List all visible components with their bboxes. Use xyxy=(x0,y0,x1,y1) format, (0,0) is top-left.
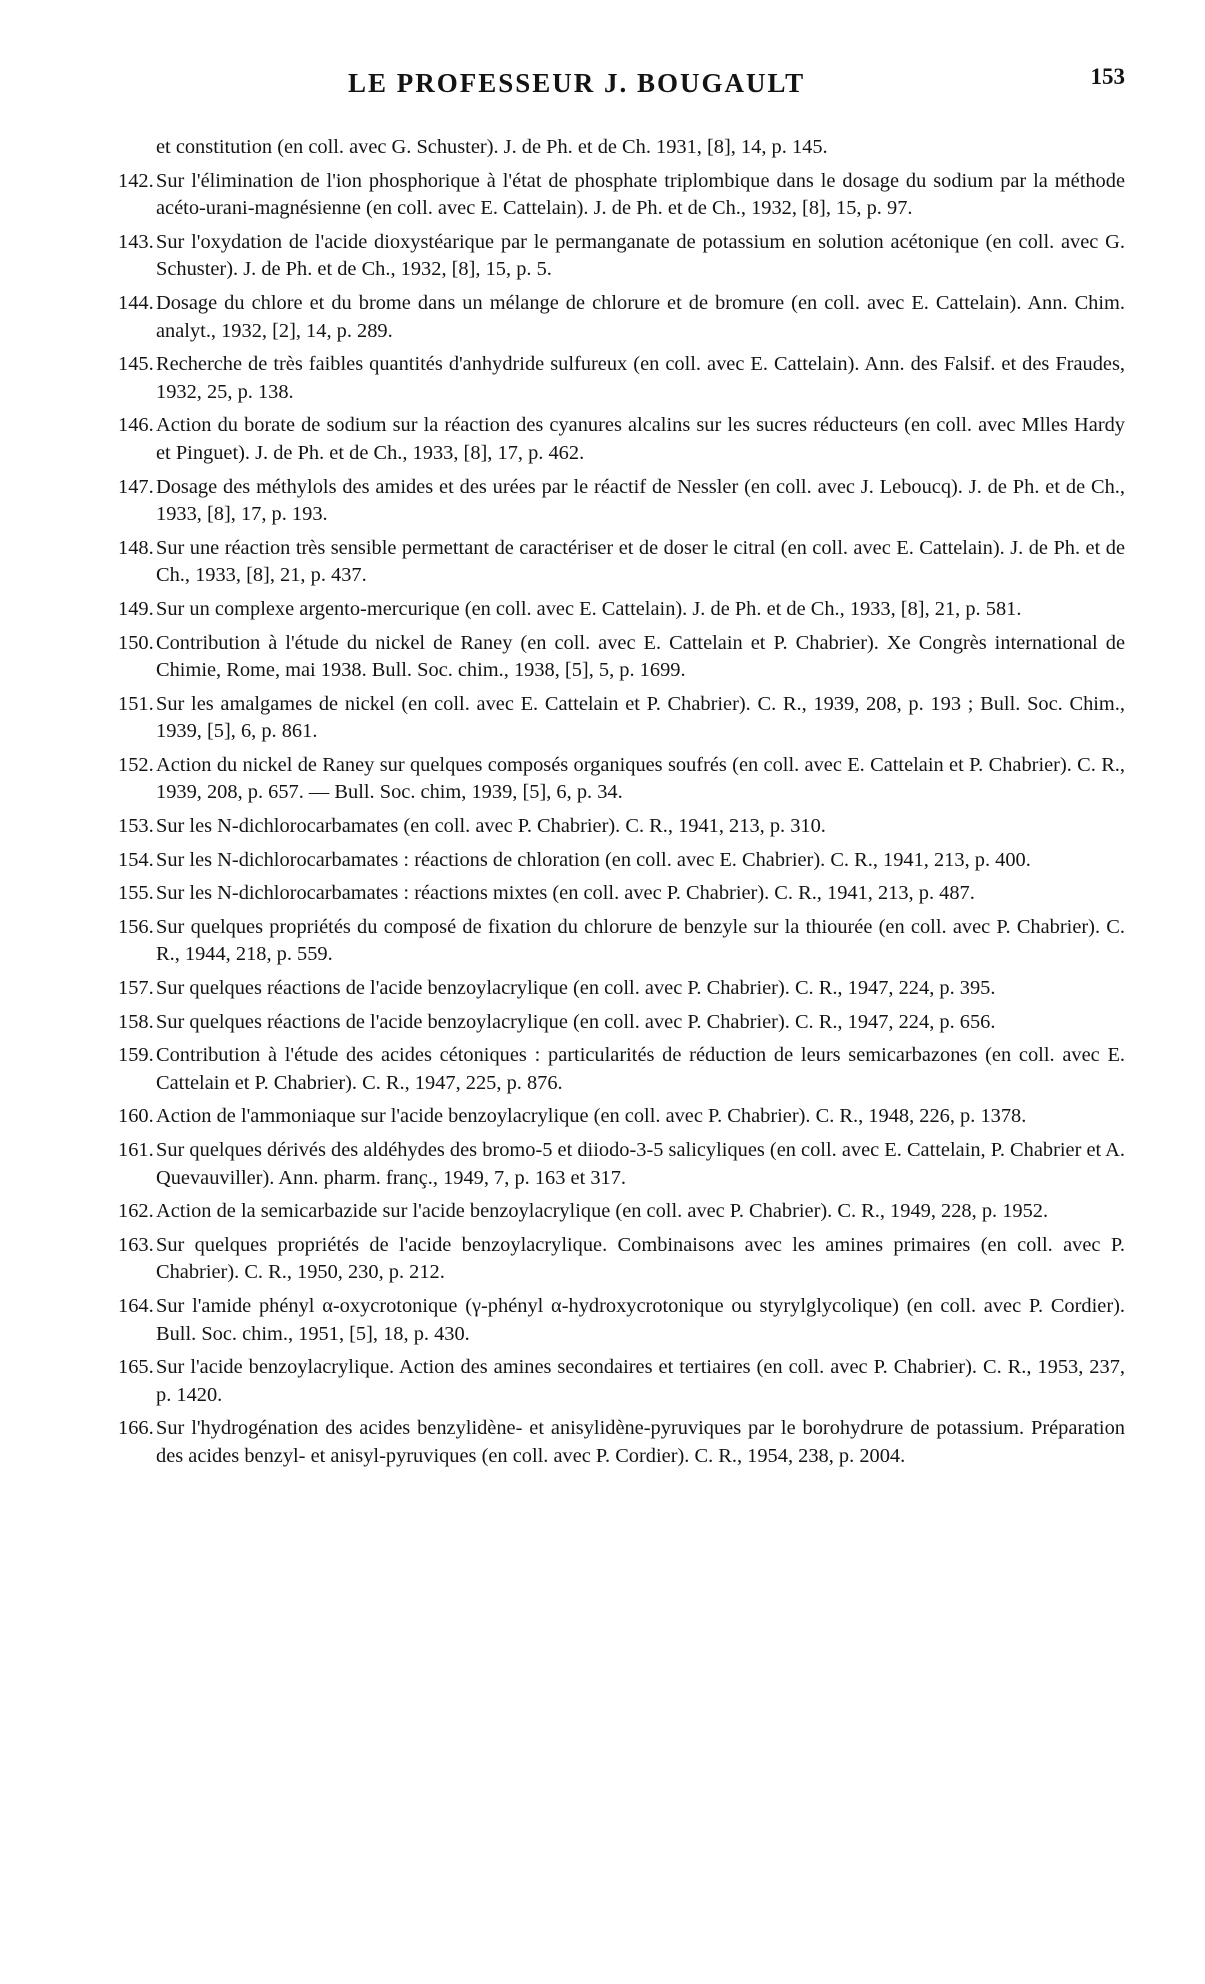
entry-text: Sur quelques dérivés des aldéhydes des bromo-5 et diiodo-3-5 salicyliques (en coll. avec E. Cattelain, P. Chabrier et A. Quevauviller). Ann. pharm. franç., 1949, 7, p. 163 et 317. xyxy=(156,1139,1125,1189)
bibliography-entry xyxy=(118,1354,1125,1409)
entry-number: 157. xyxy=(118,977,154,1000)
entry-number: 149. xyxy=(118,597,154,620)
bibliography-entry xyxy=(118,1042,1125,1097)
continuation-entry: et constitution (en coll. avec G. Schuster). J. de Ph. et de Ch. 1931, [8], 14, p. 145. xyxy=(156,136,828,158)
page-number: 153 xyxy=(1090,64,1125,89)
entry-number: 147. xyxy=(118,475,154,498)
entry-text: Sur une réaction très sensible permettant de caractériser et de doser le citral (en coll. avec E. Cattelain). J. de Ph. et de Ch., 1933, [8], 21, p. 437. xyxy=(156,536,1125,587)
bibliography-entry xyxy=(118,1137,1125,1192)
entry-number: 143. xyxy=(118,230,154,253)
entry-list xyxy=(118,168,1125,1471)
entry-text: Action du borate de sodium sur la réaction des cyanures alcalins sur les sucres réducteurs (en coll. avec Mlles Hardy et Pinguet). J. de Ph. et de Ch., 1933, [8], 17, p. 462. xyxy=(156,414,1125,464)
bibliography-entry xyxy=(118,914,1125,969)
entry-text: Sur les N-dichlorocarbamates : réactions de chloration (en coll. avec E. Chabrier). C. R., 1941, 213, p. 400. xyxy=(156,848,1031,871)
entry-text: Sur quelques réactions de l'acide benzoylacrylique (en coll. avec P. Chabrier). C. R., 1947, 224, p. 656. xyxy=(156,1010,996,1033)
entry-text: Sur les N-dichlorocarbamates (en coll. avec P. Chabrier). C. R., 1941, 213, p. 310. xyxy=(156,815,826,838)
entry-number: 148. xyxy=(118,536,154,559)
entry-number: 166. xyxy=(118,1417,154,1440)
bibliography-entry xyxy=(118,474,1125,529)
entry-text: Action du nickel de Raney sur quelques composés organiques soufrés (en coll. avec E. Cattelain et P. Chabrier). C. R., 1939, 208, p. 657. — Bull. Soc. chim, 1939, [5], 6, p. 34. xyxy=(156,753,1125,804)
entry-text: Contribution à l'étude du nickel de Raney (en coll. avec E. Cattelain et P. Chabrier). Xe Congrès international de Chimie, Rome, mai 1938. Bull. Soc. chim., 1938, [5], 5, p. 1699. xyxy=(156,631,1125,682)
entry-number: 153. xyxy=(118,815,154,838)
bibliography-entry xyxy=(118,168,1125,223)
entry-text: Sur l'oxydation de l'acide dioxystéarique par le permanganate de potassium en solution acétonique (en coll. avec G. Schuster). J. de Ph. et de Ch., 1932, [8], 15, p. 5. xyxy=(156,230,1125,281)
entry-text: Sur l'élimination de l'ion phosphorique à l'état de phosphate triplombique dans le dosage du sodium par la méthode acéto-urani-magnésienne (en coll. avec E. Cattelain). J. de Ph. et de Ch., 1932, [8], 15, p. 97. xyxy=(156,169,1125,220)
entry-text: Contribution à l'étude des acides cétoniques : particularités de réduction de leurs semicarbazones (en coll. avec E. Cattelain et P. Chabrier). C. R., 1947, 225, p. 876. xyxy=(156,1044,1125,1094)
entry-text: Sur les amalgames de nickel (en coll. avec E. Cattelain et P. Chabrier). C. R., 1939, 208, p. 193 ; Bull. Soc. Chim., 1939, [5], 6, p. 861. xyxy=(156,692,1125,743)
entry-number: 158. xyxy=(118,1010,154,1033)
bibliography-list xyxy=(118,134,1125,1471)
bibliography-entry xyxy=(118,229,1125,284)
entry-text: Sur quelques réactions de l'acide benzoylacrylique (en coll. avec P. Chabrier). C. R., 1947, 224, p. 395. xyxy=(156,977,996,1000)
entry-text: Sur l'acide benzoylacrylique. Action des amines secondaires et tertiaires (en coll. avec P. Chabrier). C. R., 1953, 237, p. 1420. xyxy=(156,1356,1125,1406)
entry-text: Sur un complexe argento-mercurique (en coll. avec E. Cattelain). J. de Ph. et de Ch., 1933, [8], 21, p. 581. xyxy=(156,597,1022,620)
entry-number: 142. xyxy=(118,169,154,192)
entry-text: Sur les N-dichlorocarbamates : réactions mixtes (en coll. avec P. Chabrier). C. R., 1941, 213, p. 487. xyxy=(156,882,975,905)
entry-number: 152. xyxy=(118,753,154,776)
entry-text: Sur quelques propriétés de l'acide benzoylacrylique. Combinaisons avec les amines primaires (en coll. avec P. Chabrier). C. R., 1950, 230, p. 212. xyxy=(156,1233,1125,1284)
entry-text: Recherche de très faibles quantités d'anhydride sulfureux (en coll. avec E. Cattelain). Ann. des Falsif. et des Fraudes, 1932, 25, p. 138. xyxy=(156,353,1125,403)
entry-number: 162. xyxy=(118,1200,154,1223)
bibliography-entry xyxy=(118,752,1125,807)
bibliography-entry xyxy=(118,847,1125,875)
bibliography-entry xyxy=(118,1293,1125,1348)
entry-number: 165. xyxy=(118,1356,154,1379)
bibliography-entry xyxy=(118,1103,1125,1131)
entry-number: 160. xyxy=(118,1105,154,1128)
entry-number: 164. xyxy=(118,1294,154,1317)
bibliography-entry xyxy=(118,975,1125,1003)
entry-text: Sur quelques propriétés du composé de fixation du chlorure de benzyle sur la thiourée (en coll. avec P. Chabrier). C. R., 1944, 218, p. 559. xyxy=(156,915,1125,966)
bibliography-entry xyxy=(118,1415,1125,1470)
entry-text: Dosage du chlore et du brome dans un mélange de chlorure et de bromure (en coll. avec E. Cattelain). Ann. Chim. analyt., 1932, [2], 14, p. 289. xyxy=(156,291,1125,342)
bibliography-entry xyxy=(118,880,1125,908)
entry-number: 154. xyxy=(118,848,154,871)
bibliography-entry xyxy=(118,535,1125,590)
entry-number: 156. xyxy=(118,915,154,938)
bibliography-entry xyxy=(118,630,1125,685)
bibliography-entry xyxy=(118,290,1125,345)
entry-number: 144. xyxy=(118,291,154,314)
bibliography-entry xyxy=(118,691,1125,746)
bibliography-entry xyxy=(118,813,1125,841)
entry-number: 155. xyxy=(118,882,154,905)
entry-text: Dosage des méthylols des amides et des urées par le réactif de Nessler (en coll. avec J. Leboucq). J. de Ph. et de Ch., 1933, [8], 17, p. 193. xyxy=(156,475,1125,526)
running-head xyxy=(118,64,1125,108)
entry-number: 159. xyxy=(118,1044,154,1067)
bibliography-entry xyxy=(118,412,1125,467)
bibliography-entry xyxy=(118,1198,1125,1226)
bibliography-entry xyxy=(118,1009,1125,1037)
bibliography-entry xyxy=(118,351,1125,406)
entry-number: 146. xyxy=(118,414,154,437)
entry-number: 145. xyxy=(118,353,154,376)
running-title: LE PROFESSEUR J. BOUGAULT xyxy=(348,68,806,98)
bibliography-entry xyxy=(118,596,1125,624)
entry-number: 163. xyxy=(118,1233,154,1256)
entry-text: Sur l'hydrogénation des acides benzylidène- et anisylidène-pyruviques par le borohydrure de potassium. Préparation des acides benzyl- et anisyl-pyruviques (en coll. avec P. Cordier). C. R., 1954, 238, p. 2004. xyxy=(156,1417,1125,1467)
entry-number: 161. xyxy=(118,1139,154,1161)
entry-text: Sur l'amide phényl α-oxycrotonique (γ-phényl α-hydroxycrotonique ou styrylglycolique) (en coll. avec P. Cordier). Bull. Soc. chim., 1951, [5], 18, p. 430. xyxy=(156,1294,1125,1345)
entry-number: 150. xyxy=(118,631,154,654)
bibliography-entry xyxy=(118,1232,1125,1287)
entry-number: 151. xyxy=(118,692,154,715)
entry-text: Action de l'ammoniaque sur l'acide benzoylacrylique (en coll. avec P. Chabrier). C. R., 1948, 226, p. 1378. xyxy=(156,1105,1027,1128)
entry-text: Action de la semicarbazide sur l'acide benzoylacrylique (en coll. avec P. Chabrier). C. R., 1949, 228, p. 1952. xyxy=(156,1200,1049,1223)
